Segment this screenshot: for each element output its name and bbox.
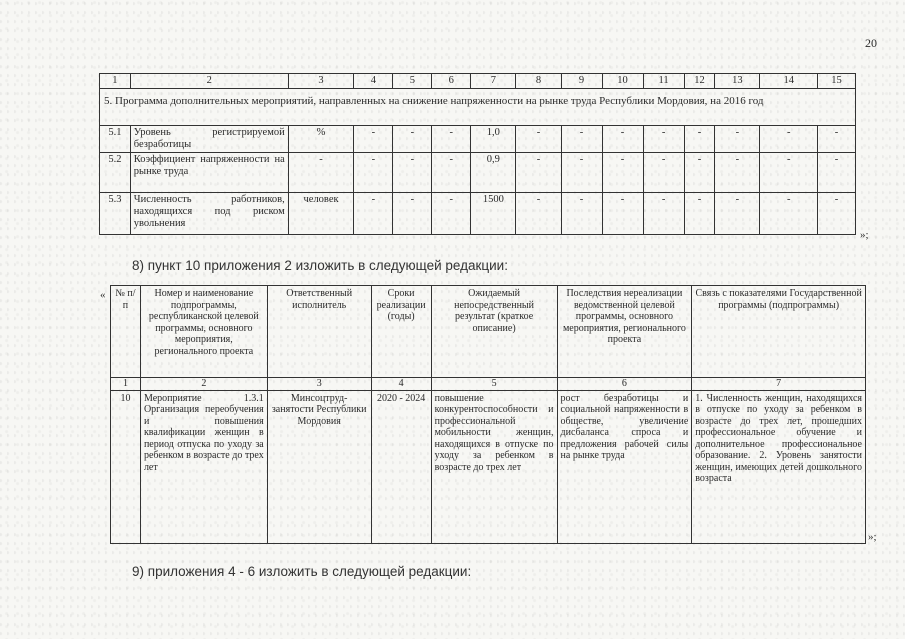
indicator-name: Численность работников, находящихся под риском увольнения <box>130 193 288 235</box>
opening-quote: « <box>100 289 106 301</box>
header-cell: 14 <box>760 74 817 89</box>
value-cell: - <box>354 193 393 235</box>
value-cell: - <box>602 153 643 193</box>
unit-cell: % <box>288 126 354 153</box>
table-row <box>100 153 856 193</box>
page-number: 20 <box>865 36 877 50</box>
value-cell: - <box>684 153 715 193</box>
index-row <box>111 378 866 391</box>
value-cell: - <box>432 126 471 153</box>
header-cell: Сроки реализации (годы) <box>371 286 431 378</box>
header-cell: 2 <box>130 74 288 89</box>
header-cell: Номер и наименование подпрограммы, республиканской целевой программы, основного мероприятия, регионального проекта <box>140 286 267 378</box>
value-cell: - <box>393 153 432 193</box>
paragraph-8: 8) пункт 10 приложения 2 изложить в следующей редакции: <box>132 258 508 273</box>
row-number: 10 <box>111 390 141 543</box>
indicators-table <box>99 73 856 235</box>
value-cell: - <box>684 193 715 235</box>
value-cell: - <box>516 126 561 153</box>
value-cell: 1,0 <box>471 126 516 153</box>
value-cell: - <box>715 193 760 235</box>
value-cell: - <box>760 153 817 193</box>
value-cell: - <box>643 193 684 235</box>
row-number: 5.3 <box>100 193 131 235</box>
value-cell: - <box>393 193 432 235</box>
header-cell: 7 <box>471 74 516 89</box>
value-cell: - <box>643 126 684 153</box>
value-cell: 0,9 <box>471 153 516 193</box>
value-cell: - <box>715 153 760 193</box>
unit-cell: - <box>288 153 354 193</box>
period-cell: 2020 - 2024 <box>371 390 431 543</box>
header-cell: 4 <box>354 74 393 89</box>
header-cell: 1 <box>100 74 131 89</box>
executor-cell: Минсоцтруд-занятости Республики Мордовия <box>267 390 371 543</box>
consequences-cell: рост безработицы и социальной напряженности в обществе, увеличение дисбаланса спроса и предложения рабочей силы на рынке труда <box>557 390 692 543</box>
row-number: 5.2 <box>100 153 131 193</box>
header-cell: 13 <box>715 74 760 89</box>
table-row <box>100 126 856 153</box>
indicator-name: Коэффициент напряженности на рынке труда <box>130 153 288 193</box>
result-cell: повышение конкурентоспособности и профессиональной мобильности женщин, находящихся в отпуске по уходу за ребенком в возрасте до трех лет <box>431 390 557 543</box>
value-cell: - <box>715 126 760 153</box>
value-cell: - <box>602 126 643 153</box>
value-cell: - <box>760 126 817 153</box>
header-cell: 3 <box>288 74 354 89</box>
header-cell: Ответственный исполнитель <box>267 286 371 378</box>
value-cell: - <box>432 193 471 235</box>
closing-quote: »; <box>860 229 869 241</box>
table-row <box>100 193 856 235</box>
table-header-row <box>100 74 856 89</box>
value-cell: - <box>817 153 855 193</box>
paragraph-9: 9) приложения 4 - 6 изложить в следующей редакции: <box>132 564 472 579</box>
index-cell: 1 <box>111 378 141 391</box>
closing-quote: »; <box>868 531 877 543</box>
header-cell: 6 <box>432 74 471 89</box>
index-cell: 4 <box>371 378 431 391</box>
value-cell: - <box>684 126 715 153</box>
link-cell: 1. Численность женщин, находящихся в отпуске по уходу за ребенком в возрасте до трех лет, прошедших профессиональное обучение и дополнительное профессиональное образование. 2. Уровень занятости женщин, имеющих детей дошкольного возраста <box>692 390 866 543</box>
value-cell: - <box>602 193 643 235</box>
value-cell: - <box>516 153 561 193</box>
section-row <box>100 89 856 126</box>
value-cell: - <box>561 153 602 193</box>
header-cell: 8 <box>516 74 561 89</box>
value-cell: - <box>354 126 393 153</box>
index-cell: 2 <box>140 378 267 391</box>
activity-name: Мероприятие 1.3.1 Организация переобучения и повышения квалификации женщин в период отпуска по уходу за ребенком в возрасте до трех лет <box>140 390 267 543</box>
header-cell: 10 <box>602 74 643 89</box>
indicator-name: Уровень регистрируемой безработицы <box>130 126 288 153</box>
value-cell: - <box>516 193 561 235</box>
header-cell: 11 <box>643 74 684 89</box>
header-cell: Ожидаемый непосредственный результат (краткое описание) <box>431 286 557 378</box>
index-cell: 3 <box>267 378 371 391</box>
index-cell: 7 <box>692 378 866 391</box>
value-cell: - <box>643 153 684 193</box>
value-cell: - <box>354 153 393 193</box>
row-number: 5.1 <box>100 126 131 153</box>
index-cell: 5 <box>431 378 557 391</box>
value-cell: - <box>561 193 602 235</box>
value-cell: - <box>760 193 817 235</box>
value-cell: - <box>561 126 602 153</box>
value-cell: 1500 <box>471 193 516 235</box>
program-table <box>110 285 866 544</box>
unit-cell: человек <box>288 193 354 235</box>
value-cell: - <box>817 193 855 235</box>
table-row <box>111 390 866 543</box>
header-cell: 12 <box>684 74 715 89</box>
header-cell: 9 <box>561 74 602 89</box>
value-cell: - <box>393 126 432 153</box>
header-cell: Связь с показателями Государственной программы (подпрограммы) <box>692 286 866 378</box>
value-cell: - <box>817 126 855 153</box>
header-cell: № п/п <box>111 286 141 378</box>
header-cell: 15 <box>817 74 855 89</box>
header-cell: Последствия нереализации ведомственной целевой программы, основного мероприятия, регионального проекта <box>557 286 692 378</box>
table-header-row <box>111 286 866 378</box>
header-cell: 5 <box>393 74 432 89</box>
index-cell: 6 <box>557 378 692 391</box>
section-title: 5. Программа дополнительных мероприятий, направленных на снижение напряженности на рынке труда Республики Мордовия, на 2016 год <box>100 89 856 126</box>
value-cell: - <box>432 153 471 193</box>
